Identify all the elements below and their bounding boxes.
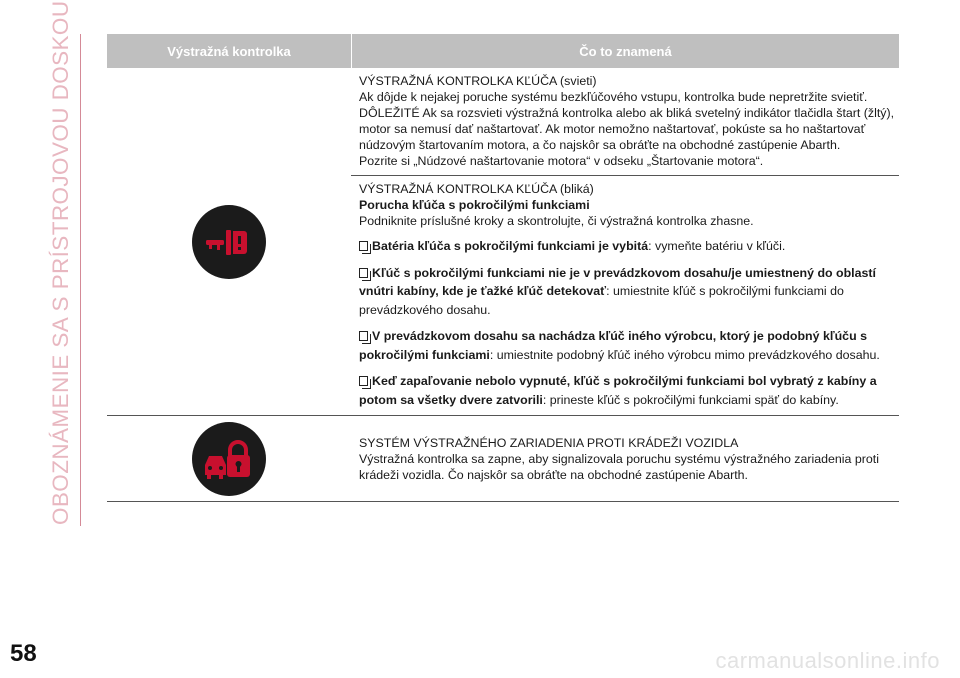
- key-warning-on-line: Ak dôjde k nejakej poruche systému bezkľúčového vstupu, kontrolka bude nepretržite svietiť.: [359, 90, 868, 104]
- key-warning-icon: [192, 205, 266, 279]
- key-warning-blink-section: [351, 175, 899, 415]
- key-warning-blink-title: VÝSTRAŽNÁ KONTROLKA KĽÚČA (bliká): [359, 182, 594, 196]
- bullet-box-icon: [359, 268, 368, 278]
- antitheft-line: krádeži vozidla. Čo najskôr sa obráťte na obchodné zastúpenie Abarth.: [359, 467, 748, 482]
- key-warning-on-line: DÔLEŽITÉ Ak sa rozsvieti výstražná kontrolka alebo ak bliká svetelný indikátor tlačidla štart (žltý),: [359, 106, 895, 120]
- antitheft-description: [351, 416, 899, 501]
- page-number: 58: [10, 640, 37, 667]
- key-warning-on-section: [351, 68, 899, 175]
- key-warning-icon-cell: [107, 68, 351, 415]
- bullet-box-icon: [359, 331, 368, 341]
- chapter-side-title: OBOZNÁMENIE SA S PRÍSTROJOVOU DOSKOU: [48, 0, 73, 525]
- antitheft-title: SYSTÉM VÝSTRAŽNÉHO ZARIADENIA PROTI KRÁDEŽI VOZIDLA: [359, 435, 739, 450]
- table-row-antitheft: [107, 416, 899, 502]
- list-item: Batéria kľúča s pokročilými funkciami je vybitá: vymeňte batériu v kľúči.: [359, 237, 899, 256]
- key-warning-on-line: núdzovým štartovaním motora, a čo najskôr sa obráťte na obchodné zastúpenie Abarth.: [359, 138, 841, 152]
- list-item: Keď zapaľovanie nebolo vypnuté, kľúč s pokročilými funkciami bol vybratý z kabíny a potom sa všetky dvere zatvorili: prineste kľúč s pokročilými funkciami späť do kabíny.: [359, 374, 877, 407]
- antitheft-line: Výstražná kontrolka sa zapne, aby signalizovala poruchu systému výstražného zariadenia proti: [359, 451, 879, 466]
- side-divider: [80, 34, 81, 526]
- header-warning-light: Výstražná kontrolka: [167, 43, 291, 59]
- key-warning-blink-subtitle: Porucha kľúča s pokročilými funkciami: [359, 198, 590, 212]
- bullet-box-icon: [359, 376, 368, 386]
- table-header: [107, 34, 899, 68]
- key-warning-on-line: Pozrite si „Núdzové naštartovanie motora“ v odseku „Štartovanie motora“.: [359, 154, 764, 168]
- list-item: Kľúč s pokročilými funkciami nie je v prevádzkovom dosahu/je umiestnený do oblastí vnútri kabíny, kde je ťažké kľúč detekovať: umiestnite kľúč s pokročilými funkciami do prevádzkového dosahu.: [359, 265, 876, 317]
- list-item: V prevádzkovom dosahu sa nachádza kľúč iného výrobcu, ktorý je podobný kľúču s pokročilými funkciami: umiestnite podobný kľúč iného výrobcu mimo prevádzkového dosahu.: [359, 329, 880, 362]
- car-lock-alarm-icon: [192, 422, 266, 496]
- antitheft-icon-cell: [107, 416, 351, 501]
- key-warning-on-title: VÝSTRAŽNÁ KONTROLKA KĽÚČA (svieti): [359, 74, 597, 88]
- header-meaning: Čo to znamená: [579, 43, 672, 59]
- key-warning-on-line: motor sa nemusí dať naštartovať. Ak motor nemožno naštartovať, pokúste sa ho naštartovať: [359, 122, 866, 136]
- bullet-box-icon: [359, 241, 368, 251]
- key-warning-description: [351, 68, 899, 415]
- watermark: carmanualsonline.info: [715, 648, 940, 673]
- warning-lights-table: [107, 34, 899, 502]
- table-row-key-warning: [107, 68, 899, 416]
- key-warning-blink-intro: Podniknite príslušné kroky a skontrolujte, či výstražná kontrolka zhasne.: [359, 214, 754, 228]
